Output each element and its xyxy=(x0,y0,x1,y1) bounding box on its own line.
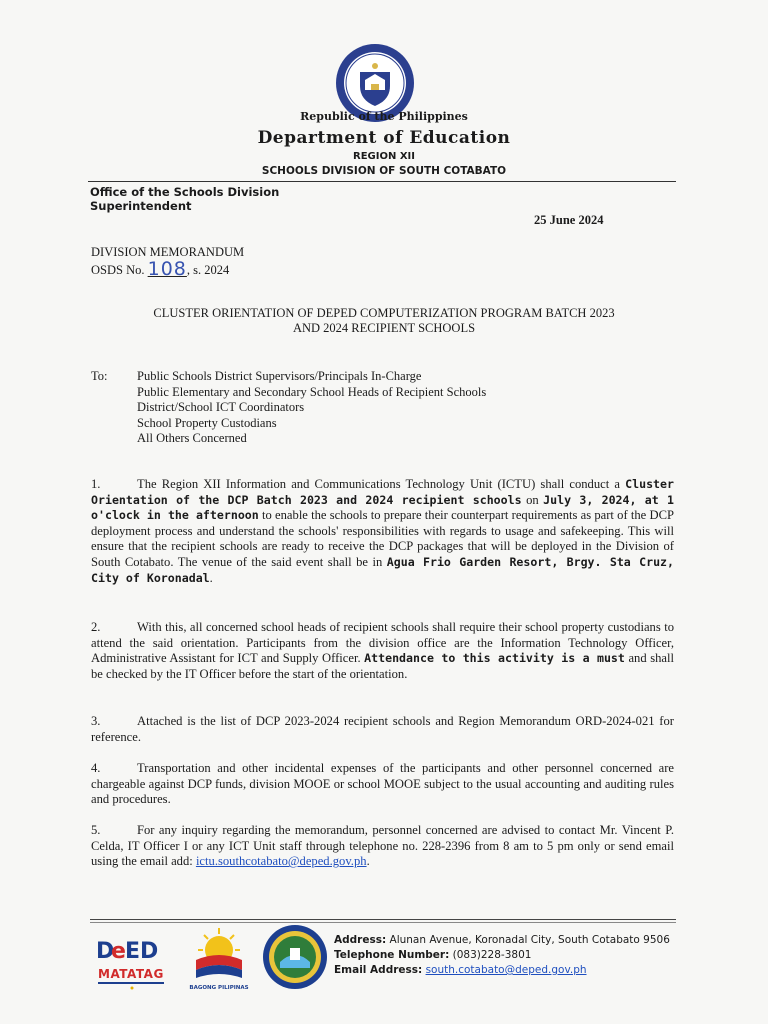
memo-heading xyxy=(91,244,244,278)
p1-text: to enable the schools to prepare their counterpart requirements as part of the DCP deployment process and understand the schools' responsibilities with regards to usage and safekeeping. This will ensure that the recipient schools are ready to receive the DCP packages that will be deployed in the Division of South Cotabato. The venue of the said event shall be in xyxy=(91,508,674,569)
svg-text:ED: ED xyxy=(125,939,159,964)
p1-text: on xyxy=(521,492,544,507)
recipient-list xyxy=(137,369,486,447)
division-line: SCHOOLS DIVISION OF SOUTH COTABATO xyxy=(261,165,507,177)
p4-text: Transportation and other incidental expenses of the participants and other personnel concerned are chargeable against DCP funds, division MOOE or school MOOE subject to the usual accounting and auditing rules and procedures. xyxy=(91,761,674,807)
memo-date: 25 June 2024 xyxy=(534,213,604,227)
paragraph-number: 1. xyxy=(91,477,101,491)
p2-text: and shall be checked by the IT Officer before the start of the orientation. xyxy=(91,651,674,681)
paragraph-1 xyxy=(91,477,674,586)
svg-text:D: D xyxy=(96,939,115,964)
republic-line: Republic of the Philippines xyxy=(300,110,468,123)
p1-text: . xyxy=(209,570,213,585)
memo-number: 108 xyxy=(147,258,187,280)
paragraph-5 xyxy=(91,823,674,870)
p2-text: With this, all concerned school heads of recipient schools shall require their school property custodians to attend the said orientation. Participants from the division office are the Information Technology Officer, Administrative Assistant for ICT and Supply Officer. xyxy=(91,620,674,666)
footer-phone xyxy=(334,948,670,963)
to-label: To: xyxy=(91,369,108,383)
phone-value: (083)228-3801 xyxy=(452,949,532,961)
sdo-south-cotabato-seal xyxy=(262,924,328,990)
p1-bold-venue: Agua Frio Garden Resort, Brgy. Sta Cruz, City of Koronadal xyxy=(91,554,675,585)
paragraph-4 xyxy=(91,761,674,808)
memo-number-line xyxy=(91,260,244,278)
svg-text:e: e xyxy=(111,939,126,964)
address-value: Alunan Avenue, Koronadal City, South Cotabato 9506 xyxy=(389,934,670,946)
p1-bold-title: Cluster Orientation of the DCP Batch 2023 and 2024 recipient schools xyxy=(91,477,674,507)
recipient-item: Public Schools District Supervisors/Principals In-Charge xyxy=(137,369,422,383)
recipient-item: School Property Custodians xyxy=(137,415,277,430)
division-email-link[interactable]: south.cotabato@deped.gov.ph xyxy=(425,964,587,976)
p5-text: . xyxy=(366,854,370,869)
paragraph-number: 5. xyxy=(91,823,101,837)
memo-subject xyxy=(88,306,680,336)
paragraph-number: 4. xyxy=(91,761,101,775)
deped-matatag-logo xyxy=(96,934,172,990)
paragraph-number: 2. xyxy=(91,620,101,634)
p1-bold-date: July 3, 2024, at 1 o'clock in the afternoon xyxy=(91,492,675,523)
email-label: Email Address: xyxy=(334,964,423,976)
footer-divider xyxy=(90,919,676,920)
subject-line-2: AND 2024 RECIPIENT SCHOOLS xyxy=(292,321,476,335)
svg-text:BAGONG PILIPINAS: BAGONG PILIPINAS xyxy=(189,985,249,991)
recipient-item: Public Elementary and Secondary School Heads of Recipient Schools xyxy=(137,384,487,399)
p3-text: Attached is the list of DCP 2023-2024 recipient schools and Region Memorandum ORD-2024-021 for reference. xyxy=(91,714,674,744)
phone-label: Telephone Number: xyxy=(334,949,450,961)
paragraph-number: 3. xyxy=(91,714,101,728)
region-line: REGION XII xyxy=(353,151,415,162)
osds-prefix: OSDS No. xyxy=(91,263,145,277)
bagong-pilipinas-logo xyxy=(186,926,252,992)
address-label: Address: xyxy=(334,934,387,946)
footer-divider-thin xyxy=(90,922,676,923)
recipient-item: All Others Concerned xyxy=(137,431,247,445)
header-divider xyxy=(88,181,676,182)
office-line-2: Superintendent xyxy=(90,199,192,213)
office-label xyxy=(90,185,279,213)
p2-bold-attendance: Attendance to this activity is a must xyxy=(364,651,625,666)
footer-address xyxy=(334,933,670,948)
paragraph-3 xyxy=(91,714,674,745)
paragraph-2 xyxy=(91,620,674,682)
subject-line-1: CLUSTER ORIENTATION OF DEPED COMPUTERIZATION PROGRAM BATCH 2023 xyxy=(153,306,615,320)
recipient-item: District/School ICT Coordinators xyxy=(137,400,305,414)
p5-text: For any inquiry regarding the memorandum, personnel concerned are advised to contact Mr. Vincent P. Celda, IT Officer I or any ICT Unit staff through telephone no. 228-2396 from 8 am to 5 pm only or send email using the email add: xyxy=(91,823,674,869)
office-line-1: Office of the Schools Division xyxy=(90,185,280,199)
footer-contact xyxy=(334,933,670,978)
ictu-email-link[interactable]: ictu.southcotabato@deped.gov.ph xyxy=(195,854,367,869)
memo-type: DIVISION MEMORANDUM xyxy=(91,245,245,259)
svg-text:MATATAG: MATATAG xyxy=(98,967,164,981)
footer-email xyxy=(334,963,670,978)
p1-text: The Region XII Information and Communications Technology Unit (ICTU) shall conduct a xyxy=(137,477,626,491)
memo-series: , s. 2024 xyxy=(186,263,230,277)
department-title: Department of Education xyxy=(257,128,511,148)
